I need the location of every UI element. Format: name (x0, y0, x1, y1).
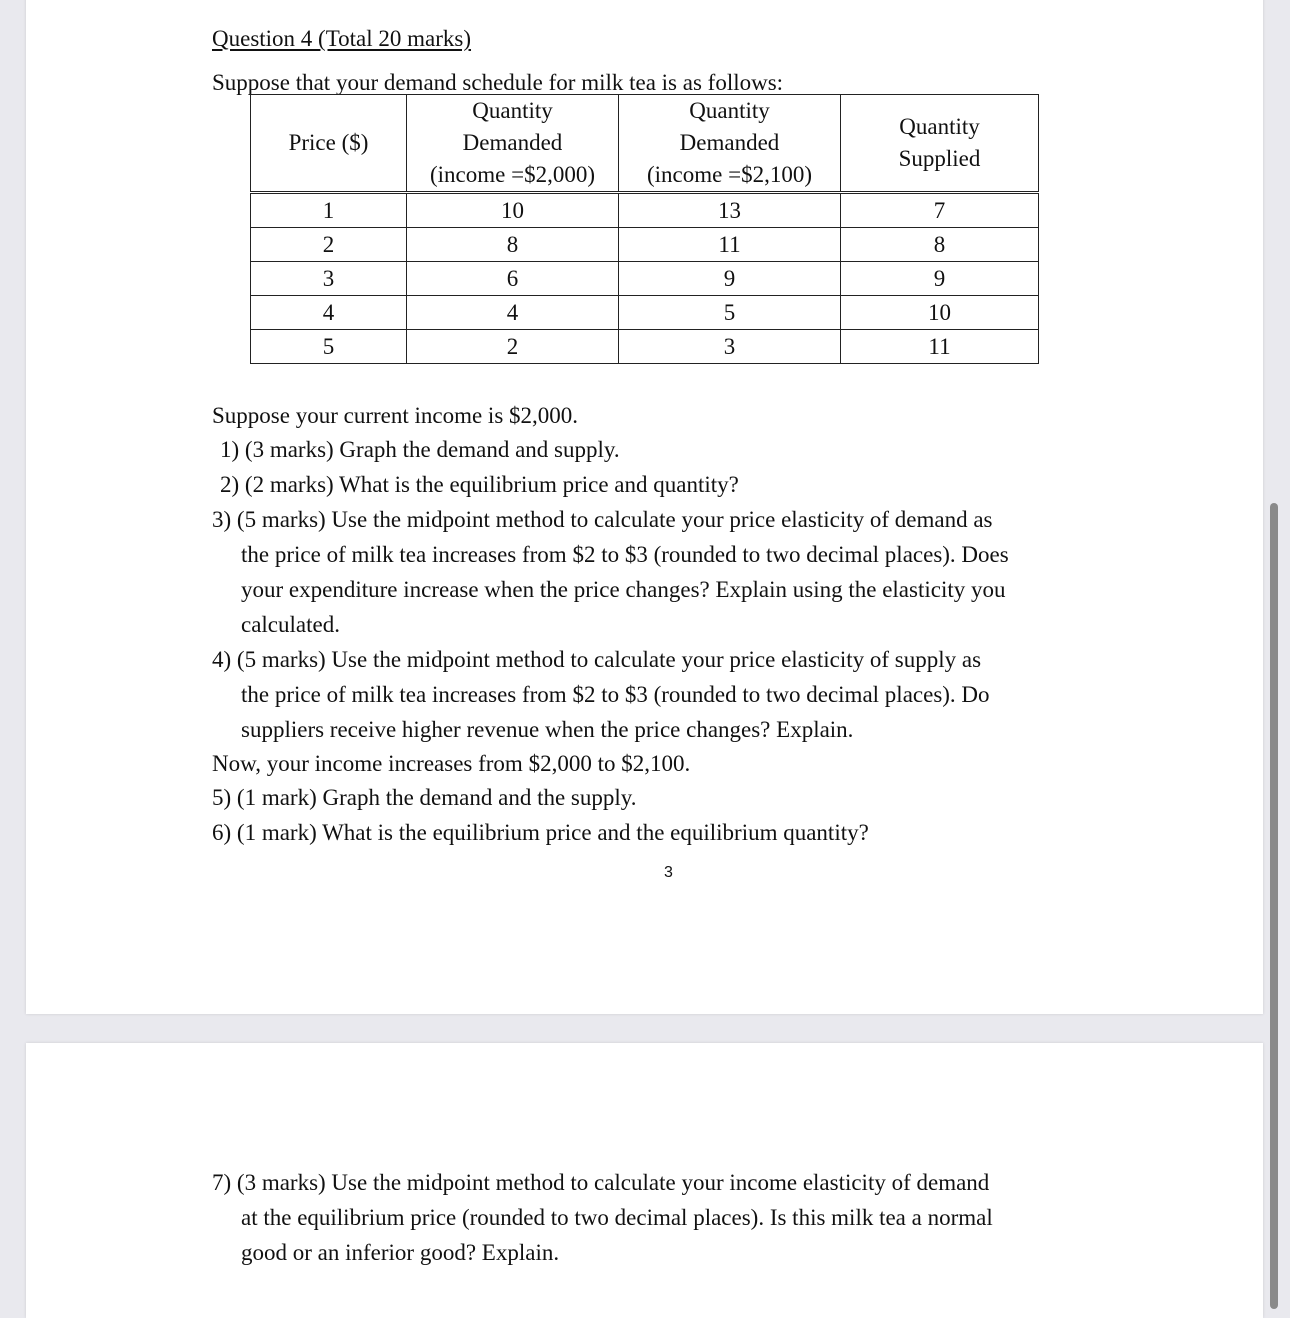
income-statement: Suppose your current income is $2,000. (212, 403, 579, 428)
question-4-line-1: 4) (5 marks) Use the midpoint method to calculate your price elasticity of supply as (212, 647, 982, 672)
question-3-line-4: calculated. (241, 612, 340, 637)
question-3-line-3: your expenditure increase when the price changes? Explain using the elasticity you (241, 577, 1006, 602)
question-intro: Suppose that your demand schedule for milk tea is as follows: (212, 70, 784, 95)
table-row (251, 330, 1039, 364)
cell-price: 3 (251, 262, 407, 296)
table-header-row (251, 95, 1039, 193)
cell-price: 2 (251, 228, 407, 262)
cell-supplied: 7 (841, 193, 1039, 228)
cell-demand-2000: 4 (407, 296, 619, 330)
document-page-3 (26, 0, 1263, 1014)
question-2: 2) (2 marks) What is the equilibrium price and quantity? (220, 472, 739, 497)
cell-supplied: 10 (841, 296, 1039, 330)
page-number: 3 (664, 864, 673, 881)
cell-demand-2000: 6 (407, 262, 619, 296)
cell-price: 4 (251, 296, 407, 330)
question-5: 5) (1 mark) Graph the demand and the supply. (212, 785, 637, 810)
cell-demand-2000: 10 (407, 193, 619, 228)
income-change-statement: Now, your income increases from $2,000 to $2,100. (212, 751, 691, 776)
table-row (251, 228, 1039, 262)
cell-demand-2000: 2 (407, 330, 619, 364)
question-6: 6) (1 mark) What is the equilibrium price and the equilibrium quantity? (212, 820, 869, 845)
question-4-line-3: suppliers receive higher revenue when the price changes? Explain. (241, 717, 854, 742)
vertical-scrollbar[interactable] (1270, 503, 1278, 1309)
question-title: Question 4 (Total 20 marks) (212, 26, 472, 51)
document-page-4 (26, 1043, 1263, 1318)
question-3-line-2: the price of milk tea increases from $2 to $3 (rounded to two decimal places). Does (241, 542, 1009, 567)
question-1: 1) (3 marks) Graph the demand and supply. (220, 437, 620, 462)
header-price: Price ($) (251, 95, 407, 193)
cell-demand-2100: 9 (619, 262, 841, 296)
table-row (251, 296, 1039, 330)
cell-demand-2100: 13 (619, 193, 841, 228)
cell-supplied: 8 (841, 228, 1039, 262)
header-demand-2100: Quantity Demanded (income =$2,100) (619, 95, 841, 193)
table-row (251, 262, 1039, 296)
table-row (251, 193, 1039, 228)
cell-demand-2100: 11 (619, 228, 841, 262)
cell-supplied: 9 (841, 262, 1039, 296)
question-7-line-3: good or an inferior good? Explain. (241, 1240, 560, 1265)
question-4-line-2: the price of milk tea increases from $2 to $3 (rounded to two decimal places). Do (241, 682, 990, 707)
question-3-line-1: 3) (5 marks) Use the midpoint method to calculate your price elasticity of demand as (212, 507, 993, 532)
cell-supplied: 11 (841, 330, 1039, 364)
question-7-line-2: at the equilibrium price (rounded to two decimal places). Is this milk tea a normal (241, 1205, 993, 1230)
cell-demand-2100: 3 (619, 330, 841, 364)
question-7-line-1: 7) (3 marks) Use the midpoint method to calculate your income elasticity of demand (212, 1170, 990, 1195)
cell-price: 5 (251, 330, 407, 364)
demand-supply-table (250, 94, 1039, 364)
cell-price: 1 (251, 193, 407, 228)
header-supplied: Quantity Supplied (841, 95, 1039, 193)
cell-demand-2100: 5 (619, 296, 841, 330)
cell-demand-2000: 8 (407, 228, 619, 262)
header-demand-2000: Quantity Demanded (income =$2,000) (407, 95, 619, 193)
